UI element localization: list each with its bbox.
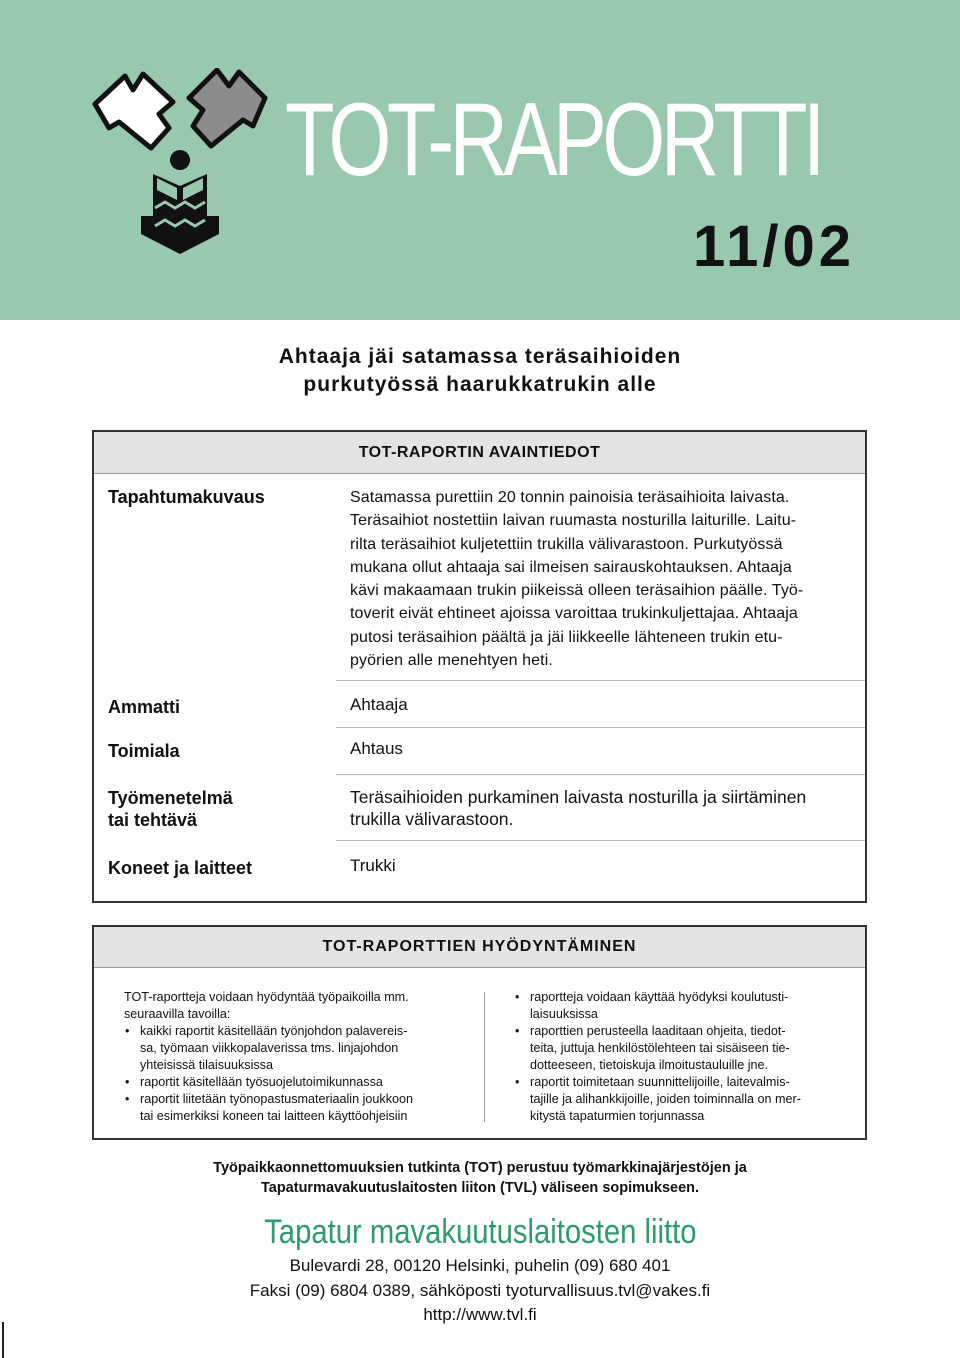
description-line: rilta teräsaihiot kuljetettiin trukilla välivarastoon. Purkutyössä (350, 535, 783, 553)
organization-name (0, 1212, 960, 1252)
key-info-box (92, 430, 867, 903)
contact-info (0, 1254, 960, 1328)
row-label: Ammatti (108, 697, 181, 717)
usage-heading: TOT-RAPORTTIEN HYÖDYNTÄMINEN (94, 927, 865, 968)
figure-head-icon (170, 150, 190, 170)
item-line: • raportit liitetään työnopastusmateriaalin joukkoon (140, 1092, 414, 1106)
item-line: teita, juttuja henkilöstölehteen tai sisäiseen tie- (530, 1041, 790, 1055)
info-row-description (94, 474, 865, 680)
list-item (514, 1074, 844, 1125)
white-arrow-icon (95, 74, 173, 148)
item-line: • raporttien perusteella laaditaan ohjeita, tiedot- (530, 1024, 786, 1038)
list-item (124, 1023, 464, 1074)
item-line: laisuuksissa (530, 1007, 598, 1021)
key-info-heading: TOT-RAPORTIN AVAINTIEDOT (94, 432, 865, 474)
website-link[interactable]: http://www.tvl.fi (423, 1305, 537, 1324)
grey-arrow-icon (189, 70, 265, 146)
headline-line: purkutyössä haarukkatrukin alle (303, 373, 657, 396)
list-item (514, 1023, 844, 1074)
brand-title: TOT-RAPORTTI (285, 82, 821, 198)
item-line: yhteisissä tilaisuuksissa (140, 1058, 273, 1072)
issue-number: 11/02 (693, 214, 855, 279)
description-line: pyörien alle menehtyen heti. (350, 652, 553, 670)
description-line: mukana ollut ahtaaja sai ilmeisen sairauskohtauksen. Ahtaaja (350, 558, 792, 576)
item-line: tai esimerkiksi koneen tai laitteen käyttöohjeisiin (140, 1109, 408, 1123)
description-line: Satamassa purettiin 20 tonnin painoisia teräsaihioita laivasta. (350, 489, 790, 506)
usage-right-column (514, 989, 844, 1125)
list-item (514, 989, 844, 1023)
usage-left-column (124, 989, 464, 1125)
tot-logo (85, 68, 275, 268)
column-divider (484, 992, 485, 1122)
item-line: sa, työmaan viikkopalaverissa tms. linjajohdon (140, 1041, 399, 1055)
label-line: Työmenetelmä (108, 788, 233, 808)
row-value (350, 786, 865, 830)
fax-email[interactable]: Faksi (09) 6804 0389, sähköposti tyoturvallisuus.tvl@vakes.fi (249, 1280, 711, 1300)
row-value: Ahtaus (350, 739, 403, 758)
row-label: Toimiala (108, 741, 180, 761)
address: Bulevardi 28, 00120 Helsinki, puhelin (09) 680 401 (289, 1256, 671, 1275)
row-divider (336, 680, 865, 681)
note-line: Tapaturmavakuutuslaitosten liiton (TVL) väliseen sopimukseen. (260, 1180, 700, 1196)
item-line: • kaikki raportit käsitellään työnjohdon palavereis- (140, 1024, 408, 1038)
usage-intro: TOT-raportteja voidaan hyödyntää työpaikoilla mm. (124, 990, 409, 1004)
item-line: tajille ja alihankkijoille, joiden toiminnalla on mer- (530, 1092, 801, 1106)
list-item (124, 1074, 464, 1091)
description-line: putosi teräsaihion päältä ja jäi liikkeelle lähteneen trukin etu- (350, 628, 783, 646)
book-figure-icon (141, 174, 219, 254)
report-headline (0, 343, 960, 399)
note-line: Työpaikkaonnettomuuksien tutkinta (TOT) perustuu työmarkkinajärjestöjen ja (213, 1160, 747, 1176)
description-line: kävi makaamaan trukin piikeissä olleen teräsaihion päälle. Työ- (350, 582, 804, 600)
description-line: Teräsaihiot nostettiin laivan ruumasta nosturilla laiturille. Laitu- (350, 512, 797, 530)
value-line: trukilla välivarastoon. (350, 809, 514, 829)
headline-line: Ahtaaja jäi satamassa teräsaihioiden (278, 345, 682, 368)
organization-name-text: Tapatur mavakuutuslaitosten liitto (263, 1213, 697, 1251)
agreement-note (0, 1158, 960, 1198)
row-value: Ahtaaja (350, 695, 408, 714)
list-item (124, 1091, 464, 1125)
row-value (350, 486, 865, 672)
description-line: toverit eivät ehtineet ajoissa varoittaa trukinkuljettajaa. Ahtaaja (350, 605, 798, 623)
row-value: Trukki (350, 856, 396, 875)
item-line: kitystä tapaturmien torjunnassa (530, 1109, 705, 1123)
margin-mark (2, 1322, 4, 1358)
row-label: Koneet ja laitteet (108, 858, 253, 878)
row-divider (336, 840, 865, 841)
row-divider (336, 727, 865, 728)
item-line: • raportit toimitetaan suunnittelijoille, laitevalmis- (530, 1075, 790, 1089)
usage-intro: seuraavilla tavoilla: (124, 1007, 231, 1021)
row-label: Tapahtumakuvaus (108, 487, 265, 507)
item-line: • raportteja voidaan käyttää hyödyksi koulutusti- (530, 990, 789, 1004)
usage-box (92, 925, 867, 1140)
row-label (108, 787, 233, 831)
value-line: Teräsaihioiden purkaminen laivasta nosturilla ja siirtäminen (350, 787, 807, 807)
row-divider (336, 774, 865, 775)
item-line: dotteeseen, tietoiskuja ilmoitustauluille jne. (530, 1058, 769, 1072)
label-line: tai tehtävä (108, 810, 198, 830)
item-line: • raportit käsitellään työsuojelutoimikunnassa (140, 1075, 383, 1089)
